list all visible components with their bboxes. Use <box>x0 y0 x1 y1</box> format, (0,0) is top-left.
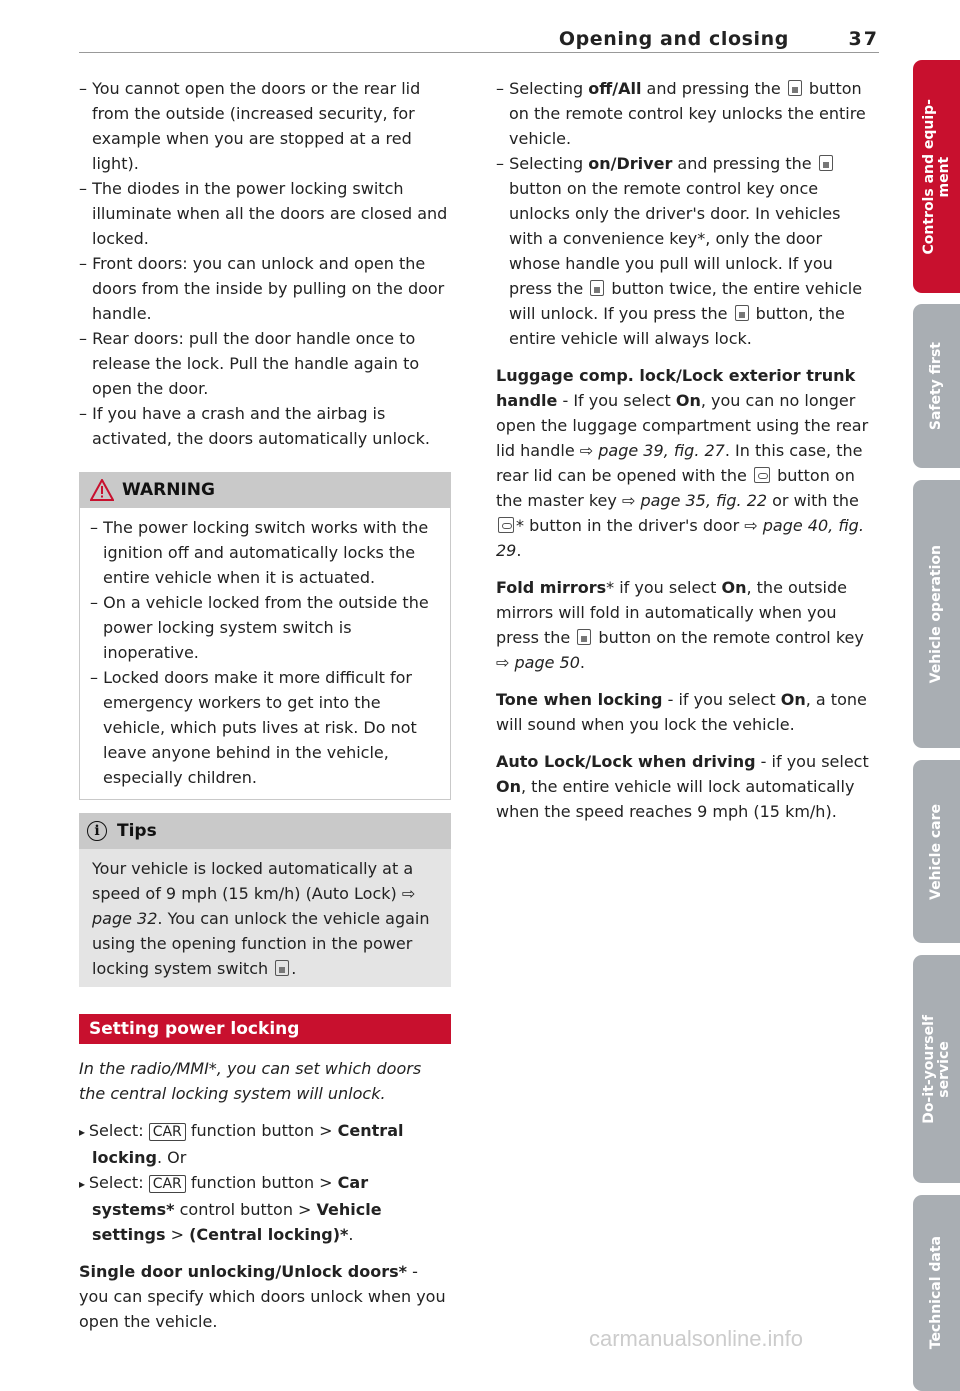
warning-body <box>80 508 450 799</box>
tone-paragraph: Tone when locking - if you select On, a tone will sound when you lock the vehicle. <box>496 690 867 734</box>
page-reference-link[interactable]: ⇨ page 39, fig. 27 <box>579 441 725 460</box>
right-column <box>496 76 870 824</box>
list-item: – You cannot open the doors or the rear lid from the outside (increased security, for example when you are stopped at a red light). <box>79 76 451 176</box>
page-reference-link[interactable]: ⇨ page 50 <box>496 653 580 672</box>
fold-mirrors-paragraph: Fold mirrors* if you select On, the outside mirrors will fold in automatically when you press the button on the remote control key ⇨ page 50. <box>496 578 864 672</box>
warning-item: – On a vehicle locked from the outside the power locking system switch is inoperative. <box>90 590 440 665</box>
tab-safety-first[interactable]: Safety first <box>913 304 960 468</box>
car-key-label: CAR <box>149 1175 186 1193</box>
unlock-button-icon <box>788 80 802 96</box>
list-item: – The diodes in the power locking switch illuminate when all the doors are closed and locked. <box>79 176 451 251</box>
list-item: – Selecting off/All and pressing the button on the remote control key unlocks the entire vehicle. <box>496 76 870 151</box>
tips-title: Tips <box>117 820 157 841</box>
list-item: – Selecting on/Driver and pressing the button on the remote control key once unlocks only the driver's door. In vehicles with a convenience key*, only the door whose handle you pull will unlock. If you press the button twice, the entire vehicle will unlock. If you press the button, the entire vehicle will always lock. <box>496 151 870 351</box>
door-notes-list <box>79 76 451 451</box>
trunk-button-icon <box>498 517 514 533</box>
warning-list <box>90 515 440 790</box>
page-reference-link[interactable]: ⇨ page 35, fig. 22 <box>621 491 768 510</box>
tab-vehicle-operation[interactable]: Vehicle operation <box>913 480 960 748</box>
page-reference-link[interactable]: ⇨ page 32 <box>92 884 416 928</box>
lock-switch-icon <box>275 960 289 976</box>
lock-button-icon <box>735 305 749 321</box>
single-door-paragraph: Single door unlocking/Unlock doors* - you can specify which doors unlock when you open the vehicle. <box>79 1262 446 1331</box>
page-number: 37 <box>848 28 879 50</box>
warning-box <box>79 472 451 800</box>
warning-triangle-icon <box>90 479 114 501</box>
tips-text: Your vehicle is locked automatically at a speed of 9 mph (15 km/h) (Auto Lock) <box>92 859 414 903</box>
unlock-options-list <box>496 76 870 351</box>
auto-lock-paragraph: Auto Lock/Lock when driving - if you select On, the entire vehicle will lock automatically when the speed reaches 9 mph (15 km/h). <box>496 752 869 821</box>
tips-body: Your vehicle is locked automatically at a speed of 9 mph (15 km/h) (Auto Lock) ⇨ page 32. You can unlock the vehicle again using the opening function in the power locking system switch . <box>92 859 430 978</box>
tab-do-it-yourself-service[interactable]: Do-it-yourself service <box>913 955 960 1183</box>
unlock-button-icon <box>819 155 833 171</box>
tab-controls-and-equipment[interactable]: Controls and equip- ment <box>913 60 960 293</box>
car-key-label: CAR <box>149 1123 186 1141</box>
step-item: ▸ Select: CAR function button > Car systems* control button > Vehicle settings > (Central locking)*. <box>79 1170 451 1247</box>
warning-header <box>80 472 450 508</box>
left-column <box>79 76 451 1334</box>
warning-item: – The power locking switch works with the ignition off and automatically locks the entire vehicle when it is actuated. <box>90 515 440 590</box>
steps-list <box>79 1118 451 1247</box>
warning-title: WARNING <box>122 479 215 500</box>
tips-header <box>79 813 451 849</box>
tab-technical-data[interactable]: Technical data <box>913 1195 960 1391</box>
info-icon: i <box>87 821 107 841</box>
tab-vehicle-care[interactable]: Vehicle care <box>913 760 960 943</box>
chapter-title: Opening and closing <box>558 28 789 50</box>
step-item: ▸ Select: CAR function button > Central locking. Or <box>79 1118 451 1170</box>
list-item: – Rear doors: pull the door handle once to release the lock. Pull the handle again to open the door. <box>79 326 451 401</box>
list-item: – If you have a crash and the airbag is activated, the doors automatically unlock. <box>79 401 451 451</box>
list-item: – Front doors: you can unlock and open the doors from the inside by pulling on the door handle. <box>79 251 451 326</box>
page-reference-link[interactable]: ⇨ page 40, fig. 29 <box>496 516 864 560</box>
unlock-button-icon <box>590 280 604 296</box>
tips-text: . You can unlock the vehicle again using the opening function in the power locking system switch <box>92 909 430 978</box>
luggage-paragraph: Luggage comp. lock/Lock exterior trunk handle - If you select On, you can no longer open the luggage compartment using the rear lid handle ⇨ page 39, fig. 27. In this case, the rear lid can be opened with the button on the master key ⇨ page 35, fig. 22 or with the * button in the driver's door ⇨ page 40, fig. 29. <box>496 366 869 560</box>
warning-item: – Locked doors make it more difficult for emergency workers to get into the vehicle, which puts lives at risk. Do not leave anyone behind in the vehicle, especially children. <box>90 665 440 790</box>
lock-button-icon <box>577 629 591 645</box>
tips-box <box>79 813 451 987</box>
watermark: carmanualsonline.info <box>589 1326 804 1351</box>
section-heading: Setting power locking <box>79 1014 451 1044</box>
trunk-button-icon <box>754 467 770 483</box>
page-header <box>79 20 879 53</box>
section-intro: In the radio/MMI*, you can set which doors the central locking system will unlock. <box>79 1059 422 1103</box>
